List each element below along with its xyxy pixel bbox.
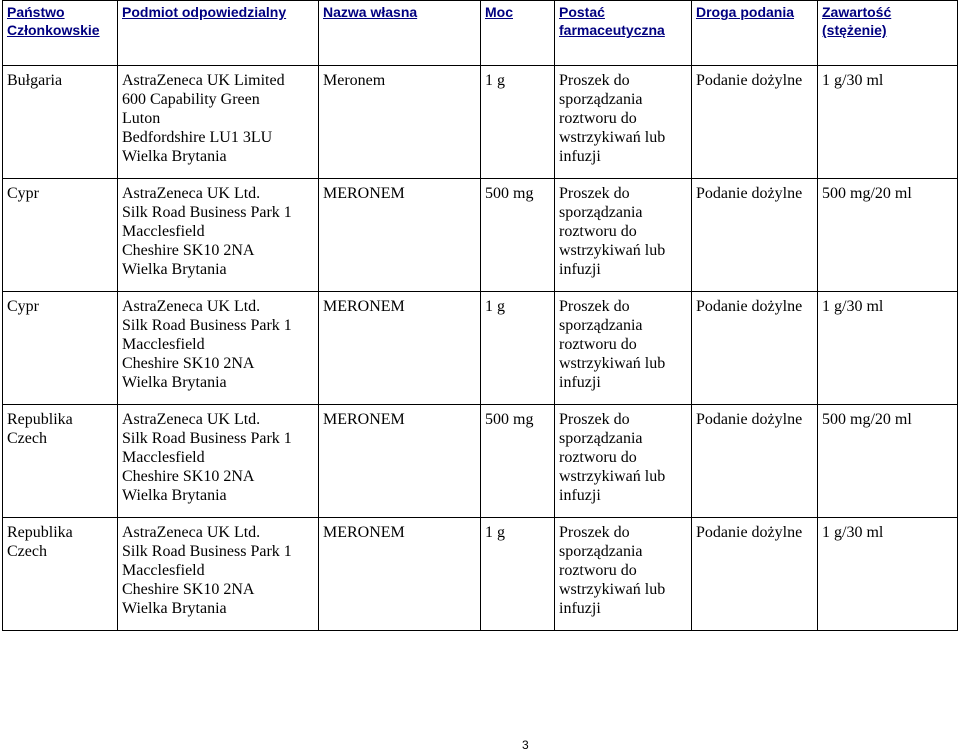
cell-country: Bułgaria bbox=[3, 66, 118, 179]
holder-line: AstraZeneca UK Limited bbox=[122, 72, 285, 89]
cell-strength: 1 g bbox=[481, 292, 555, 405]
cell-name: MERONEM bbox=[319, 518, 481, 631]
cell-country: Cypr bbox=[3, 179, 118, 292]
cell-content: 1 g/30 ml bbox=[818, 66, 958, 179]
header-strength: Moc bbox=[481, 1, 555, 66]
cell-form: Proszek do sporządzania roztworu do wstrzykiwań lub infuzji bbox=[555, 405, 692, 518]
holder-line: Bedfordshire LU1 3LU bbox=[122, 129, 273, 146]
holder-line: Cheshire SK10 2NA bbox=[122, 468, 255, 485]
cell-content: 500 mg/20 ml bbox=[818, 179, 958, 292]
holder-line: AstraZeneca UK Ltd. bbox=[122, 298, 261, 315]
cell-route: Podanie dożylne bbox=[692, 292, 818, 405]
holder-line: Luton bbox=[122, 110, 161, 127]
cell-content: 500 mg/20 ml bbox=[818, 405, 958, 518]
holder-line: Macclesfield bbox=[122, 562, 205, 579]
cell-form: Proszek do sporządzania roztworu do wstrzykiwań lub infuzji bbox=[555, 292, 692, 405]
header-name: Nazwa własna bbox=[319, 1, 481, 66]
cell-route: Podanie dożylne bbox=[692, 179, 818, 292]
holder-line: AstraZeneca UK Ltd. bbox=[122, 185, 261, 202]
holder-line: AstraZeneca UK Ltd. bbox=[122, 411, 261, 428]
cell-name: MERONEM bbox=[319, 179, 481, 292]
cell-strength: 500 mg bbox=[481, 179, 555, 292]
cell-name: MERONEM bbox=[319, 405, 481, 518]
cell-name: MERONEM bbox=[319, 292, 481, 405]
table-row bbox=[3, 405, 958, 518]
holder-line: Cheshire SK10 2NA bbox=[122, 355, 255, 372]
header-route: Droga podania bbox=[692, 1, 818, 66]
page-number: 3 bbox=[522, 738, 529, 752]
header-content: Zawartość (stężenie) bbox=[818, 1, 958, 66]
holder-line: Silk Road Business Park 1 bbox=[122, 317, 292, 334]
holder-line: 600 Capability Green bbox=[122, 91, 260, 108]
table-row bbox=[3, 292, 958, 405]
table-row bbox=[3, 66, 958, 179]
cell-strength: 1 g bbox=[481, 518, 555, 631]
header-form: Postać farmaceutyczna bbox=[555, 1, 692, 66]
holder-line: Macclesfield bbox=[122, 449, 205, 466]
table-header-row bbox=[3, 1, 958, 66]
holder-line: Wielka Brytania bbox=[122, 261, 227, 278]
cell-route: Podanie dożylne bbox=[692, 405, 818, 518]
cell-country: Republika Czech bbox=[3, 518, 118, 631]
cell-holder bbox=[118, 518, 319, 631]
cell-form: Proszek do sporządzania roztworu do wstrzykiwań lub infuzji bbox=[555, 179, 692, 292]
cell-form: Proszek do sporządzania roztworu do wstrzykiwań lub infuzji bbox=[555, 66, 692, 179]
holder-line: AstraZeneca UK Ltd. bbox=[122, 524, 261, 541]
holder-line: Macclesfield bbox=[122, 336, 205, 353]
holder-line: Macclesfield bbox=[122, 223, 205, 240]
cell-holder bbox=[118, 405, 319, 518]
holder-line: Wielka Brytania bbox=[122, 148, 227, 165]
cell-holder bbox=[118, 292, 319, 405]
cell-route: Podanie dożylne bbox=[692, 66, 818, 179]
holder-line: Wielka Brytania bbox=[122, 600, 227, 617]
holder-line: Silk Road Business Park 1 bbox=[122, 543, 292, 560]
product-table bbox=[2, 0, 958, 631]
cell-route: Podanie dożylne bbox=[692, 518, 818, 631]
cell-content: 1 g/30 ml bbox=[818, 292, 958, 405]
cell-form: Proszek do sporządzania roztworu do wstrzykiwań lub infuzji bbox=[555, 518, 692, 631]
cell-content: 1 g/30 ml bbox=[818, 518, 958, 631]
header-country: Państwo Członkowskie bbox=[3, 1, 118, 66]
cell-name: Meronem bbox=[319, 66, 481, 179]
header-holder: Podmiot odpowiedzialny bbox=[118, 1, 319, 66]
holder-line: Silk Road Business Park 1 bbox=[122, 430, 292, 447]
cell-holder bbox=[118, 66, 319, 179]
cell-strength: 500 mg bbox=[481, 405, 555, 518]
cell-country: Cypr bbox=[3, 292, 118, 405]
holder-line: Wielka Brytania bbox=[122, 374, 227, 391]
cell-country: Republika Czech bbox=[3, 405, 118, 518]
table-row bbox=[3, 518, 958, 631]
holder-line: Cheshire SK10 2NA bbox=[122, 242, 255, 259]
table-row bbox=[3, 179, 958, 292]
cell-strength: 1 g bbox=[481, 66, 555, 179]
holder-line: Cheshire SK10 2NA bbox=[122, 581, 255, 598]
cell-holder bbox=[118, 179, 319, 292]
holder-line: Wielka Brytania bbox=[122, 487, 227, 504]
holder-line: Silk Road Business Park 1 bbox=[122, 204, 292, 221]
